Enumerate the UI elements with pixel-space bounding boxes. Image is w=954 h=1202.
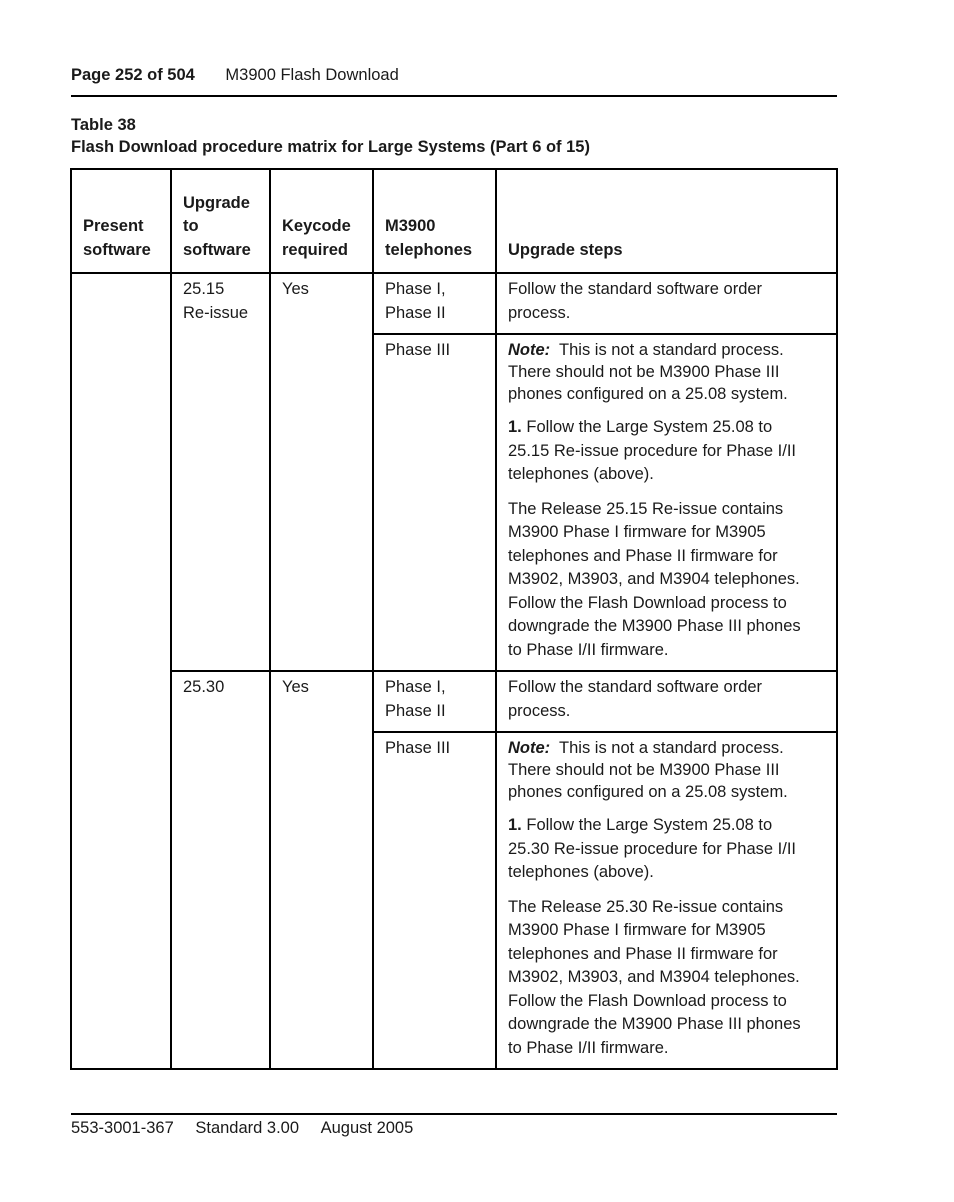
present-software-cell (71, 273, 171, 1069)
publication-date: August 2005 (320, 1119, 414, 1137)
table-row (71, 273, 837, 334)
upgrade-steps-cell (496, 732, 837, 1069)
footer-divider (71, 1113, 837, 1115)
table-header-row (71, 169, 837, 273)
upgrade-steps-cell (496, 334, 837, 671)
step-paragraph: 1. Follow the Large System 25.08 to 25.15 Re-issue procedure for Phase I/II telephones (above). (508, 418, 796, 483)
release-paragraph: The Release 25.30 Re-issue contains M3900 Phase I firmware for M3905 telephones and Phase II firmware for M3902, M3903, and M3904 telephones. Follow the Flash Download process to downgrade the M3900 Phase III phones to Phase I/II firmware. (508, 897, 801, 1057)
table-caption (71, 114, 837, 158)
upgrade-steps-cell: Follow the standard software order process. (496, 671, 837, 732)
procedure-matrix-table (70, 168, 838, 1070)
column-header-upgrade-steps: Upgrade steps (496, 169, 837, 273)
upgrade-to-cell: 25.30 (171, 671, 270, 1069)
telephones-cell: Phase III (373, 334, 496, 671)
note-label: Note: (508, 341, 551, 359)
column-header-m3900-telephones: M3900 telephones (373, 169, 496, 273)
column-header-keycode-required: Keycode required (270, 169, 373, 273)
keycode-cell: Yes (270, 671, 373, 1069)
telephones-cell: Phase III (373, 732, 496, 1069)
page-number: Page 252 of 504 (71, 66, 195, 84)
note-paragraph: Note: This is not a standard process. There should not be M3900 Phase III phones configured on a 25.08 system. (508, 341, 788, 403)
step-paragraph: 1. Follow the Large System 25.08 to 25.30 Re-issue procedure for Phase I/II telephones (above). (508, 816, 796, 881)
document-number: 553-3001-367 (71, 1119, 174, 1137)
telephones-cell: Phase I, Phase II (373, 273, 496, 334)
page-footer (71, 1119, 413, 1138)
note-paragraph: Note: This is not a standard process. There should not be M3900 Phase III phones configured on a 25.08 system. (508, 739, 788, 801)
table-title: Flash Download procedure matrix for Large Systems (Part 6 of 15) (71, 138, 590, 156)
document-title: M3900 Flash Download (225, 66, 399, 84)
step-number: 1. (508, 418, 522, 436)
step-number: 1. (508, 816, 522, 834)
upgrade-to-cell: 25.15 Re-issue (171, 273, 270, 671)
release-paragraph: The Release 25.15 Re-issue contains M3900 Phase I firmware for M3905 telephones and Phase II firmware for M3902, M3903, and M3904 telephones. Follow the Flash Download process to downgrade the M3900 Phase III phones to Phase I/II firmware. (508, 499, 801, 659)
header-divider (71, 95, 837, 97)
table-number: Table 38 (71, 116, 136, 134)
upgrade-steps-cell: Follow the standard software order process. (496, 273, 837, 334)
telephones-cell: Phase I, Phase II (373, 671, 496, 732)
column-header-upgrade-to-software: Upgrade to software (171, 169, 270, 273)
keycode-cell: Yes (270, 273, 373, 671)
page-header (71, 66, 837, 85)
table-row (71, 671, 837, 732)
standard-version: Standard 3.00 (195, 1119, 300, 1137)
column-header-present-software: Present software (71, 169, 171, 273)
note-label: Note: (508, 739, 551, 757)
